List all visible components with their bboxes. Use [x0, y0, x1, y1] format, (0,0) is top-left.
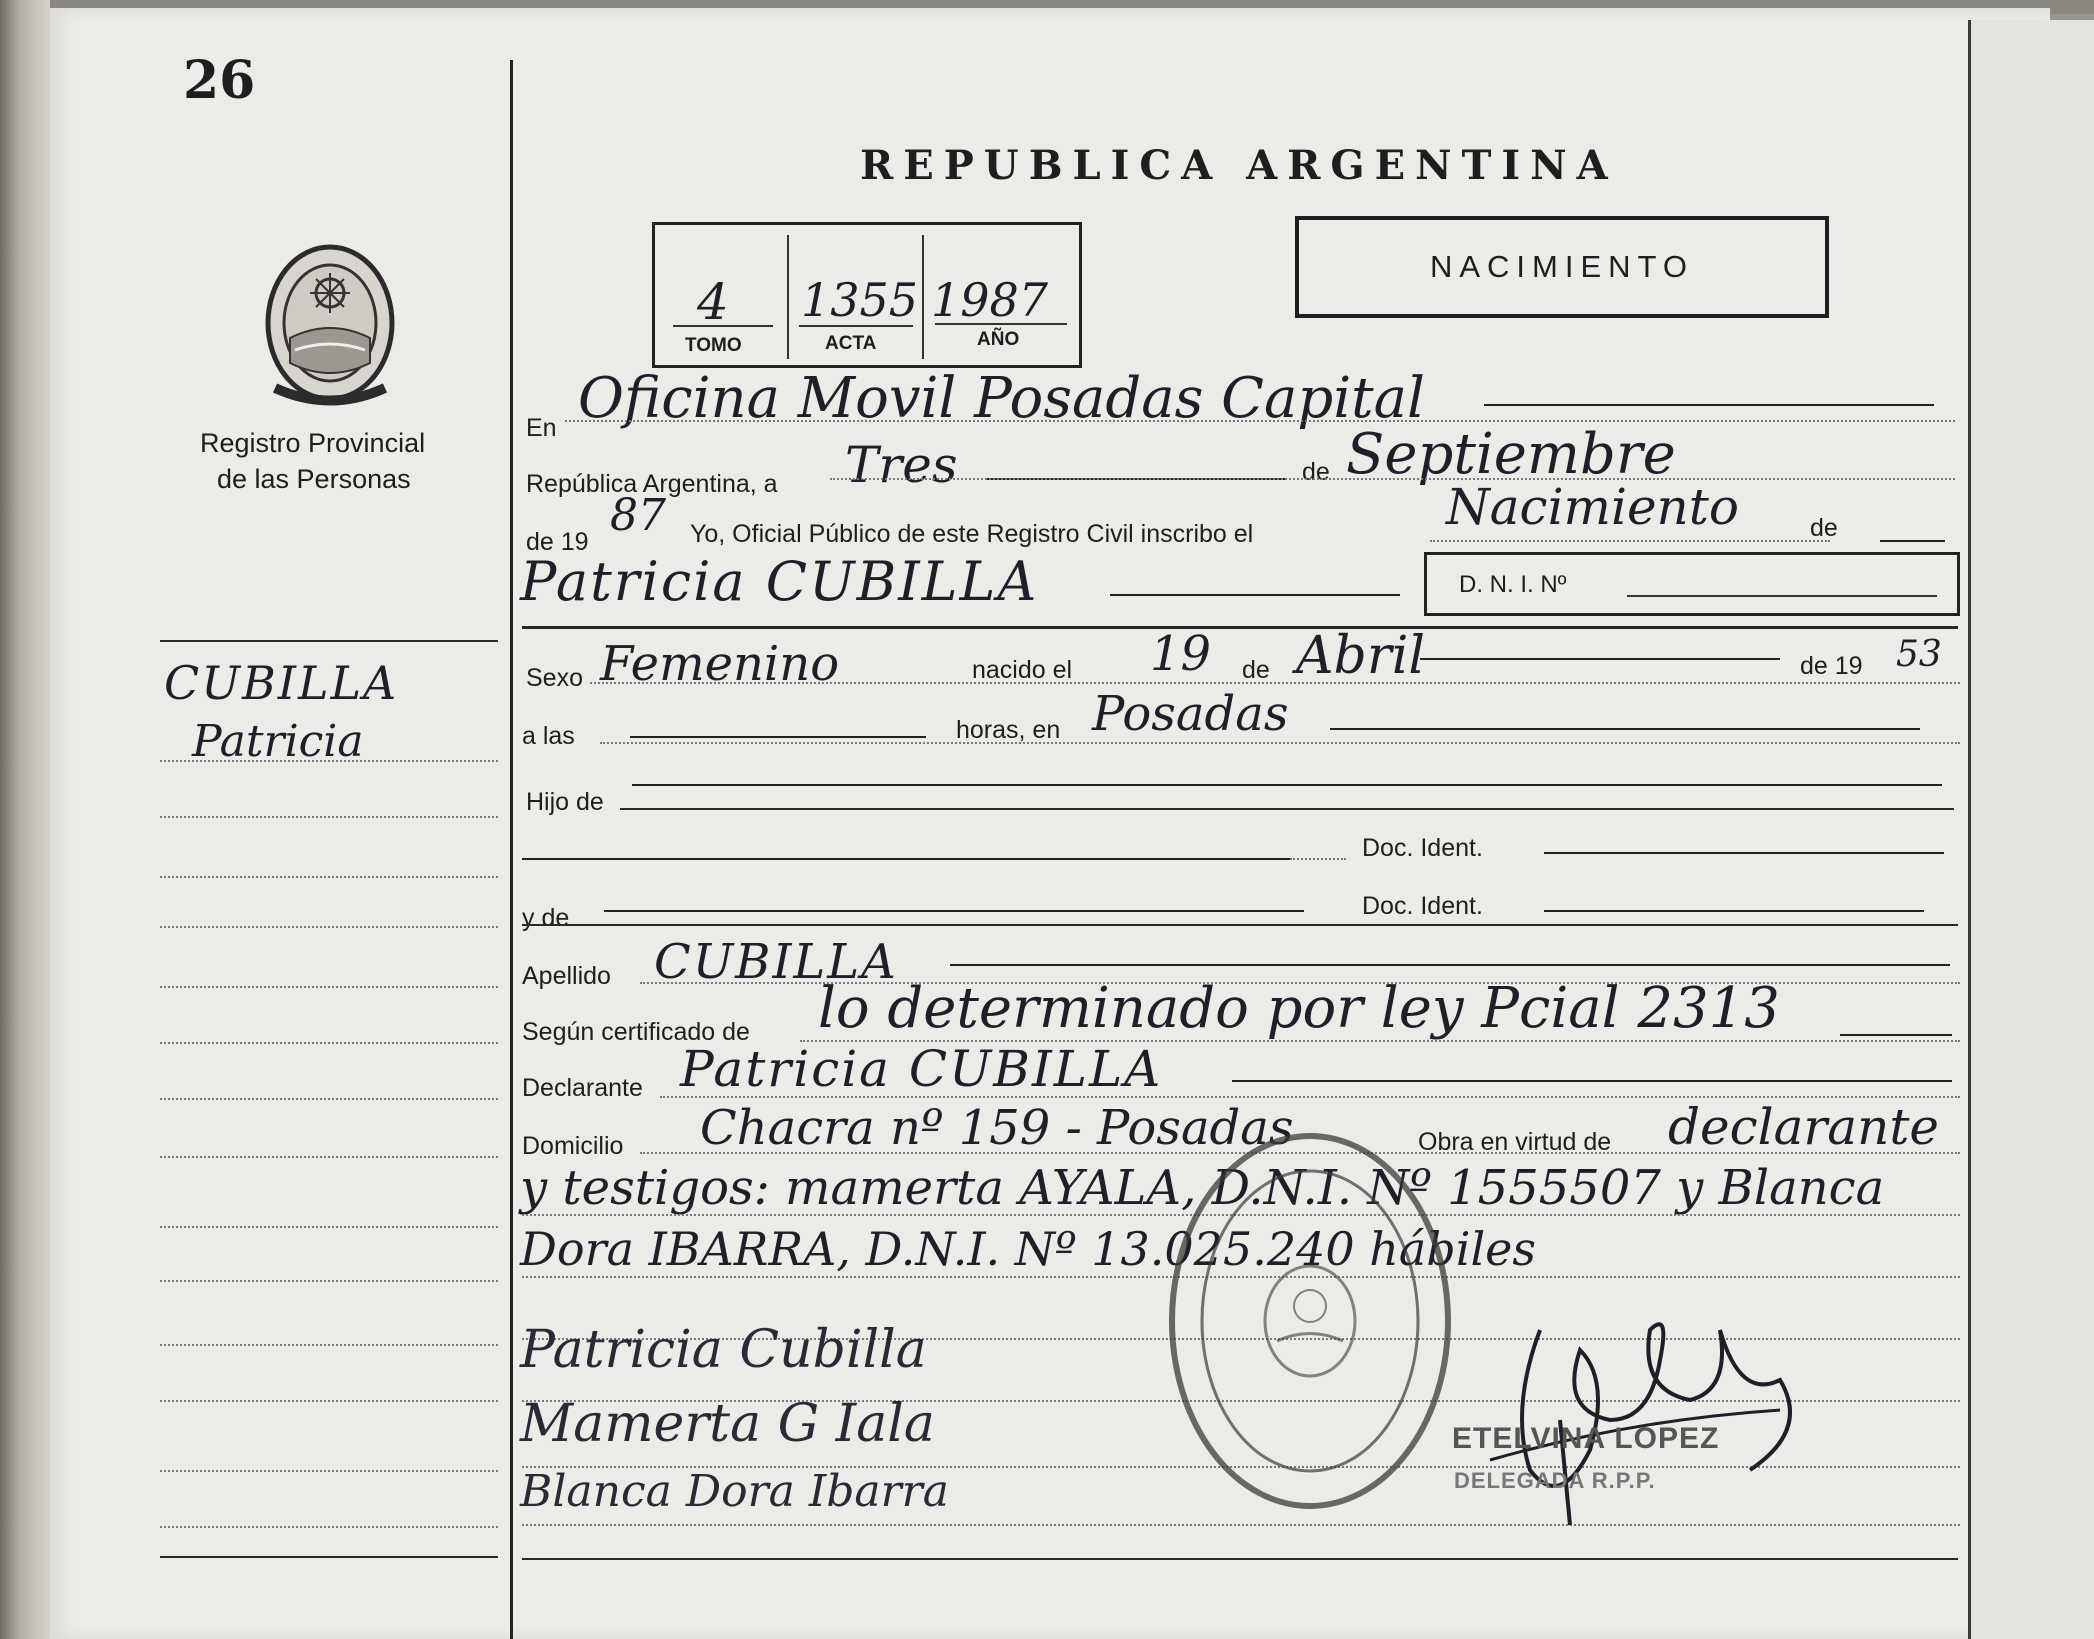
apellido-value: CUBILLA: [654, 934, 898, 990]
dni-box: [1424, 552, 1960, 616]
left-column-bottom-rule: [160, 1556, 498, 1558]
place-value: Oficina Movil Posadas Capital: [578, 366, 1425, 431]
de-label: de: [1302, 458, 1330, 486]
ano-label: AÑO: [977, 329, 1020, 350]
testigos-line-2: Dora IBARRA, D.N.I. Nº 13.025.240 hábiles: [520, 1222, 1536, 1276]
declarante-value: Patricia CUBILLA: [680, 1040, 1163, 1098]
column-divider: [510, 60, 513, 1639]
declarante-label: Declarante: [522, 1074, 643, 1102]
margin-surname: CUBILLA: [164, 656, 399, 710]
reference-box: [652, 222, 1082, 368]
intro-rule: [522, 626, 1958, 629]
nacido-month: Abril: [1296, 626, 1425, 686]
official-name: ETELVINA LOPEZ: [1452, 1422, 1720, 1455]
obra-value: declarante: [1668, 1098, 1939, 1156]
record-type: NACIMIENTO: [1429, 249, 1695, 284]
registry-name-line1: Registro Provincial: [200, 428, 426, 458]
official-title: DELEGADA R.P.P.: [1454, 1468, 1656, 1493]
margin-given-name: Patricia: [192, 716, 364, 767]
domicilio-label: Domicilio: [522, 1132, 624, 1160]
book-binding: [0, 0, 50, 1639]
person-name: Patricia CUBILLA: [520, 550, 1039, 613]
nacido-label: nacido el: [972, 656, 1073, 684]
sexo-value: Femenino: [600, 636, 840, 692]
republica-label: República Argentina, a: [526, 470, 778, 498]
page-number: 26: [183, 50, 256, 111]
misiones-seal-icon: [255, 238, 405, 408]
registry-name-line2: de las Personas: [217, 464, 411, 494]
domicilio-value: Chacra nº 159 - Posadas: [700, 1100, 1294, 1156]
nacido-de-label: de: [1242, 656, 1270, 684]
testigos-line-1: y testigos: mamerta AYALA, D.N.I. Nº 1555507 y Blanca: [520, 1160, 1885, 1216]
hijo-label: Hijo de: [526, 788, 604, 816]
de-label-2: de: [1810, 514, 1838, 542]
birth-year-label: de 19: [1800, 652, 1863, 680]
country-title: REPUBLICA ARGENTINA: [860, 142, 1618, 189]
doc-ident-label-1: Doc. Ident.: [1362, 834, 1483, 862]
day-value: Tres: [845, 436, 958, 494]
official-signature-scribble: [1450, 1270, 1830, 1550]
acta-value: 1355: [801, 273, 919, 327]
record-type-box: [1295, 216, 1829, 318]
obra-label: Obra en virtud de: [1418, 1128, 1612, 1156]
doc-ident-label-2: Doc. Ident.: [1362, 892, 1483, 920]
nacido-day: 19: [1150, 626, 1212, 682]
tomo-label: TOMO: [685, 335, 742, 356]
segun-value: lo determinado por ley Pcial 2313: [818, 976, 1780, 1041]
year-prefix: de 19: [526, 528, 589, 556]
signature-witness-1: Mamerta G Iala: [520, 1394, 935, 1454]
segun-label: Según certificado de: [522, 1018, 750, 1046]
signature-declarante: Patricia Cubilla: [520, 1320, 927, 1380]
ano-value: 1987: [931, 273, 1049, 327]
bottom-rule: [522, 1558, 1958, 1560]
horas-label: horas, en: [956, 716, 1061, 744]
oficial-text: Yo, Oficial Público de este Registro Civil inscribo el: [690, 520, 1254, 548]
apellido-label: Apellido: [522, 962, 611, 990]
dni-label: D. N. I. Nº: [1459, 571, 1567, 598]
year-suffix: 87: [610, 490, 666, 541]
facing-page-edge: [1968, 20, 2094, 1639]
registry-oval-stamp: [1162, 1126, 1458, 1516]
signature-witness-2: Blanca Dora Ibarra: [520, 1466, 949, 1517]
en-label: En: [526, 414, 557, 442]
month-value: Septiembre: [1346, 422, 1676, 487]
left-column-top-rule: [160, 640, 498, 642]
tomo-value: 4: [697, 273, 729, 331]
alas-label: a las: [522, 722, 575, 750]
sexo-label: Sexo: [526, 664, 583, 692]
act-type: Nacimiento: [1446, 478, 1739, 536]
yde-label: y de: [522, 904, 570, 932]
birth-place: Posadas: [1092, 686, 1289, 742]
birth-year-value: 53: [1896, 634, 1942, 675]
acta-label: ACTA: [825, 333, 877, 354]
